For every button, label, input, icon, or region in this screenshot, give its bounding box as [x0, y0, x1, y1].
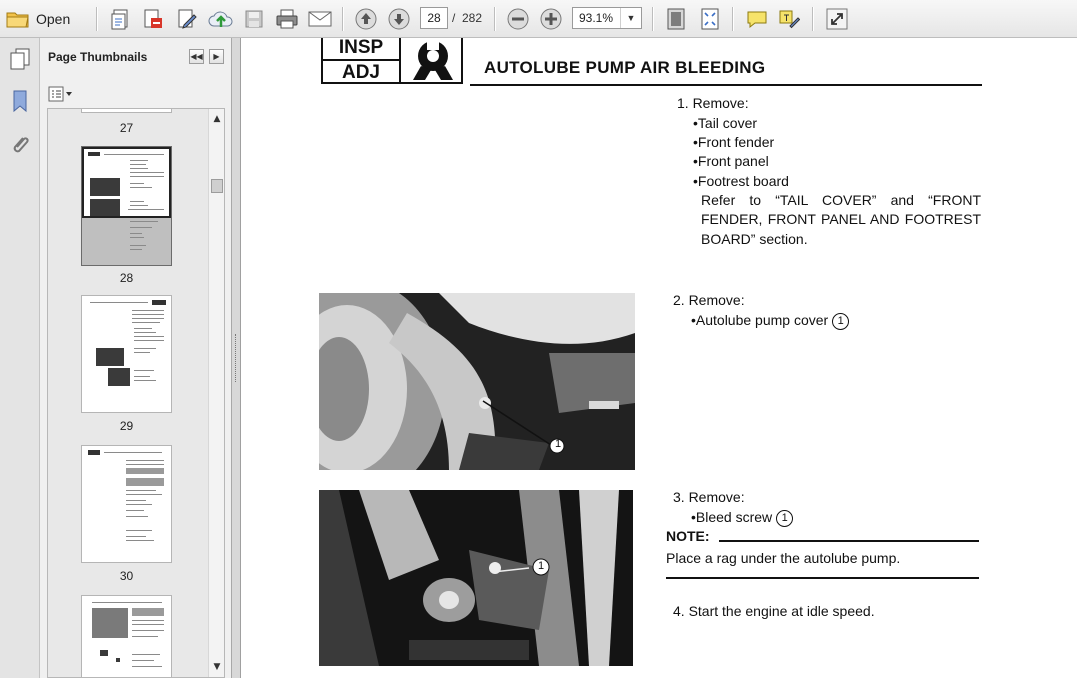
thumbnail-offscreen-shade: [82, 218, 171, 266]
scrollbar-thumb[interactable]: [211, 179, 223, 193]
page-number-input[interactable]: 28: [420, 7, 448, 29]
comment-button[interactable]: [744, 6, 770, 32]
highlight-text-button[interactable]: [776, 6, 802, 32]
expand-page-icon: [700, 8, 720, 30]
cloud-upload-icon: [208, 8, 234, 30]
title-rule: [470, 84, 982, 86]
toolbar-separator: [652, 7, 654, 31]
main-toolbar: [0, 0, 1077, 38]
step-2-item-text: •Autolube pump cover: [691, 312, 829, 328]
panel-menu-button[interactable]: [209, 49, 224, 64]
page-thumbnail-label: 28: [119, 271, 134, 285]
step-3-callout: 1: [776, 510, 793, 527]
dropdown-arrow-icon[interactable]: ▼: [620, 8, 641, 28]
photo-callout-number: 1: [554, 438, 562, 450]
zoom-in-button[interactable]: [539, 6, 563, 32]
bookmarks-tab[interactable]: [8, 88, 32, 114]
step-3-item: [691, 508, 793, 527]
step-4-text: 4. Start the engine at idle speed.: [673, 603, 875, 619]
printer-icon: [275, 8, 299, 30]
collapse-panel-button[interactable]: [189, 49, 204, 64]
page-thumbnails-panel: [40, 38, 232, 678]
callout-leader-line: [489, 556, 559, 586]
step-1-note-line: BOARD” section.: [701, 231, 808, 247]
step-1-item: •Footrest board: [693, 173, 789, 189]
expand-arrows-icon: [826, 8, 848, 30]
arrow-down-circle-icon: [388, 8, 410, 30]
step-2-callout: 1: [832, 313, 849, 330]
fit-width-button[interactable]: [697, 6, 723, 32]
document-create-icon: [110, 8, 132, 30]
page-thumbnail-label: 29: [119, 419, 134, 433]
print-button[interactable]: [273, 6, 301, 32]
photo-graphic: [319, 490, 633, 666]
arrow-up-circle-icon: [355, 8, 377, 30]
page-thumbnail-label: 30: [119, 569, 134, 583]
zoom-level-select[interactable]: [572, 7, 642, 29]
toolbar-separator: [812, 7, 814, 31]
open-button[interactable]: [6, 6, 78, 32]
note-label: NOTE:: [666, 528, 710, 544]
toolbar-separator: [494, 7, 496, 31]
scroll-up-arrow-icon[interactable]: ▲: [213, 114, 221, 124]
photo-callout-number: 1: [537, 560, 545, 572]
thumbnail-scrollbar[interactable]: [208, 109, 224, 677]
open-label: Open: [36, 11, 71, 27]
toolbar-separator: [96, 7, 98, 31]
autolube-cover-photo: [319, 293, 635, 470]
step-1-item: •Front fender: [693, 134, 775, 150]
floppy-disk-icon: [244, 9, 264, 29]
note-rule: [666, 577, 979, 579]
wrench-icon: [405, 38, 461, 82]
splitter-grip: [235, 334, 238, 382]
envelope-icon: [308, 10, 332, 28]
step-2-heading: 2. Remove:: [673, 292, 745, 308]
pencil-document-icon: [176, 8, 198, 30]
zoom-out-button[interactable]: [506, 6, 530, 32]
create-pdf-from-file-button[interactable]: [140, 6, 166, 32]
edit-document-button[interactable]: [174, 6, 200, 32]
page-thumbnail-selected[interactable]: [81, 146, 172, 266]
document-view[interactable]: [241, 38, 1077, 678]
chevron-right-icon: ▶: [213, 52, 220, 61]
next-page-button[interactable]: [387, 6, 411, 32]
step-1-item: •Front panel: [693, 153, 769, 169]
fit-page-icon: [666, 8, 686, 30]
navigation-rail: [0, 38, 40, 678]
page-count-label: / 282: [452, 11, 483, 25]
step-1-note-line: Refer to “TAIL COVER” and “FRONT: [701, 192, 981, 208]
paperclip-icon: [10, 133, 30, 157]
pdf-page: [241, 38, 1071, 678]
plus-circle-icon: [540, 8, 562, 30]
attachments-tab[interactable]: [8, 132, 32, 158]
page-title: AUTOLUBE PUMP AIR BLEEDING: [484, 58, 766, 77]
minus-circle-icon: [507, 8, 529, 30]
step-3-item-text: •Bleed screw: [691, 509, 773, 525]
fit-page-button[interactable]: [663, 6, 689, 32]
page-thumbnail-label: 27: [119, 121, 134, 135]
speech-bubble-icon: [746, 9, 768, 29]
bleed-screw-photo: [319, 490, 633, 666]
double-chevron-left-icon: ◀◀: [190, 52, 203, 61]
highlighter-icon: [778, 8, 800, 30]
create-pdf-button[interactable]: [108, 6, 134, 32]
pdf-file-icon: [142, 8, 164, 30]
toolbar-separator: [732, 7, 734, 31]
section-badge: [321, 38, 463, 84]
email-button[interactable]: [306, 6, 334, 32]
panel-title: Page Thumbnails: [48, 50, 148, 64]
folder-icon: [6, 9, 30, 29]
upload-button[interactable]: [206, 6, 236, 32]
step-1-heading: 1. Remove:: [677, 95, 749, 111]
pages-icon: [9, 47, 31, 71]
full-screen-button[interactable]: [824, 6, 850, 32]
thumbnail-list: [47, 108, 225, 678]
step-1-item: •Tail cover: [693, 115, 758, 131]
toolbar-separator: [342, 7, 344, 31]
step-2-item: [691, 311, 849, 330]
scroll-down-arrow-icon[interactable]: ▼: [213, 662, 221, 672]
zoom-level-value: 93.1%: [579, 11, 614, 25]
step-3-heading: 3. Remove:: [673, 489, 745, 505]
note-rule: [719, 540, 979, 542]
badge-divider: [399, 38, 401, 82]
previous-page-button[interactable]: [354, 6, 378, 32]
badge-adj-label: ADJ: [341, 62, 380, 83]
photo-graphic: [319, 293, 635, 470]
page-thumbnail[interactable]: [81, 595, 172, 678]
options-list-icon: [48, 86, 74, 102]
save-button[interactable]: [241, 6, 267, 32]
bookmark-icon: [11, 89, 29, 113]
panel-splitter[interactable]: [232, 38, 241, 678]
thumbnail-options-button[interactable]: [48, 85, 74, 103]
thumbnail-viewport-frame: [82, 147, 171, 218]
page-thumbnail[interactable]: [81, 445, 172, 563]
page-thumbnail[interactable]: [81, 295, 172, 413]
step-1-note-line: FENDER, FRONT PANEL AND FOOTREST: [701, 211, 981, 227]
page-thumbnails-tab[interactable]: [8, 46, 32, 72]
note-text: Place a rag under the autolube pump.: [666, 550, 901, 566]
page-thumbnail[interactable]: [81, 108, 172, 113]
badge-insp-label: INSP: [338, 38, 384, 58]
